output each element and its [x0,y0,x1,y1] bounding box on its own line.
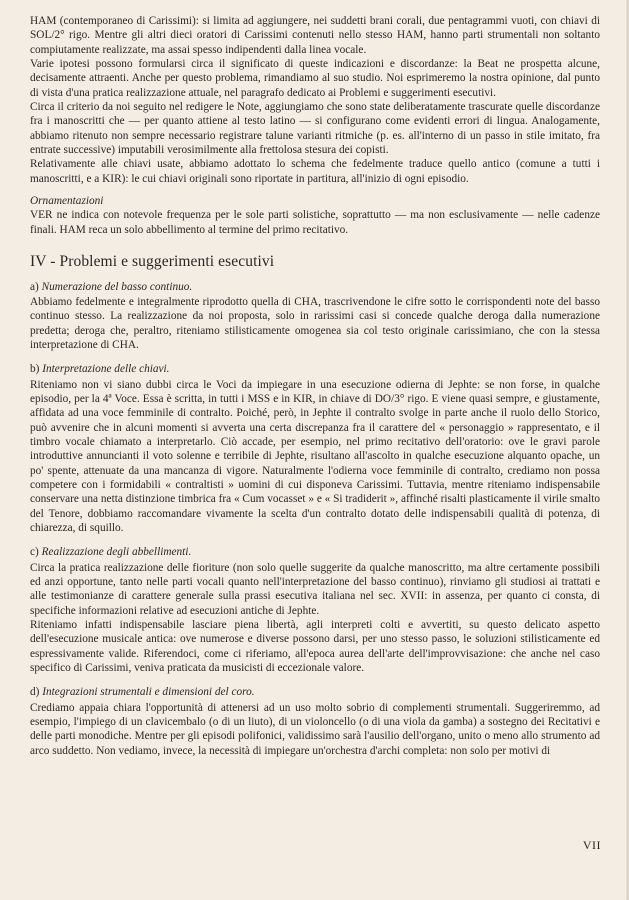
subsection-a-letter: a) [30,280,39,293]
intro-paragraph-1: HAM (contemporaneo di Carissimi): si limita ad aggiungere, nei suddetti brani corali, due pentagrammi vuoti, con chiavi di SOL/2° rigo. Mentre gli altri dieci oratori di Carissimi contenuti nello stesso HAM, hanno parti strumentali non soltanto compiutamente realizzate, ma assai spesso indipendenti dalla linea vocale. [30,15,600,56]
subsection-c-letter: c) [30,546,39,559]
subsection-d-paragraph-1: Crediamo appaia chiara l'opportunità di attenersi ad un uso molto sobrio di complementi strumentali. Suggeriremmo, ad esempio, l'impiego di un clavicembalo (o di un liuto), di un violoncello (o di una viola da gamba) a sostegno dei Recitativi e delle parti monodiche. Mentre per gli episodi polifonici, validissimo sarà l'ausilio dell'organo, unito o meno allo strumento ad arco suddetto. Non vediamo, invece, la necessità di impiegare un'orchestra d'archi completa: non solo per motivi di [30,701,600,757]
subsection-a-title: Numerazione del basso continuo. [41,280,193,293]
ornamentazioni-heading: Ornamentazioni [30,195,104,208]
section-title: IV - Problemi e suggerimenti esecutivi [30,253,275,271]
ornamentazioni-text: VER ne indica con notevole frequenza per le sole parti solistiche, soprattutto — ma non esclusivamente — nelle cadenze finali. HAM reca un solo abbellimento al termine del primo recitativo. [30,209,600,236]
subsection-d-heading [30,685,600,699]
subsection-a-paragraph-1: Abbiamo fedelmente e integralmente riprodotto quella di CHA, trascrivendone le cifre sotto le corrispondenti note del basso continuo stesso. La realizzazione da noi proposta, solo in rarissimi casi si concede qualche deroga dalla numerazione predetta; deroga che, peraltro, riteniamo stilisticamente omogenea sia col testo originale carissimiano, che con la stessa interpretazione di CHA. [30,295,600,351]
page-body [30,14,600,758]
subsection-c-heading [30,545,600,559]
intro-paragraph-4: Relativamente alle chiavi usate, abbiamo adottato lo schema che fedelmente traduce quello antico (comune a tutti i manoscritti, e a KIR): le cui chiavi originali sono riportate in partitura, all'inizio di ogni episodio. [30,158,600,185]
subsection-b-heading [30,362,600,376]
subsection-a-heading [30,280,600,294]
subsection-b-title: Interpretazione delle chiavi. [42,363,170,376]
subsection-c-title: Realizzazione degli abbellimenti. [41,546,192,559]
intro-paragraph-2: Varie ipotesi possono formularsi circa il significato di queste indicazioni e discordanze: la Beat ne prospetta alcune, decisamente attraenti. Anche per questo problema, rimandiamo al suo studio. Noi esprimeremo la nostra opinione, dal punto di vista d'una pratica realizzazione attuale, nel paragrafo dedicato ai Problemi e suggerimenti esecutivi. [30,58,600,99]
subsection-b-paragraph-1: Riteniamo non vi siano dubbi circa le Voci da impiegare in una esecuzione odierna di Jephte: se non forse, in qualche episodio, per la 4ª Voce. Essa è scritta, in tutti i MSS e in KIR, in chiave di DO/3° rigo. E viene quasi sempre, e giustamente, affidata ad una voce femminile di contralto. Poiché, però, in Jephte il contralto svolge in parte anche il ruolo dello Storico, può avvenire che in alcuni momenti si avverta una certa discrepanza fra il carattere del « personaggio » rappresentato, e il timbro vocale chiamato a interpretarlo. Ciò accade, per esempio, nel primo recitativo dell'oratorio: ove le gravi parole introduttive annuncianti il voto solenne e terribile di Jephte, risultano all'ascolto in qualche esecuzione alquanto opache, un po' spente, attenuate da una mancanza di vigore. Naturalmente l'odierna voce femminile di contralto, crediamo non possa competere con i formidabili « contraltisti » uomini di cui disponeva Carissimi. Tuttavia, mentre riteniamo indispensabile conservare una netta distinzione timbrica fra « Cum vocasset » e « Si tradiderit », affinché risalti plasticamente il virile smalto del Tenore, dobbiamo raccomandare vivamente la scelta d'un contralto dotato delle indispensabili qualità di potenza, di chiarezza, di squillo. [30,378,600,534]
subsection-c-paragraph-2: Riteniamo infatti indispensabile lasciare piena libertà, agli interpreti colti e avvertiti, su questo delicato aspetto dell'esecuzione musicale antica: ove numerose e diverse possono darsi, per uno stesso passo, le soluzioni stilisticamente ed espressivamente valide. Riferendoci, come ci riferiamo, all'epoca aurea dell'arte dell'improvvisazione: che anche nel caso specifico di Carissimi, veniva praticata da musicisti di eccezionale valore. [30,619,600,675]
intro-paragraph-3: Circa il criterio da noi seguito nel redigere le Note, aggiungiamo che sono state deliberatamente trascurate quelle discordanze fra i manoscritti che — per quanto attiene al testo latino — si configurano come evidenti errori di lingua. Analogamente, abbiamo ritenuto non sempre necessario registrare talune varianti ritmiche (p. es. all'interno di un passo in stile imitato, fra entrate successive) imputabili verosimilmente alla frettolosa stesura dei copisti. [30,101,600,157]
subsection-d-letter: d) [30,686,40,699]
subsection-c-paragraph-1: Circa la pratica realizzazione delle fioriture (non solo quelle suggerite da qualche manoscritto, ma altre certamente possibili ed anzi opportune, tanto nelle parti vocali quanto nell'interpretazione del basso continuo), rinviamo gli studiosi ai trattati e alle testimonianze di carattere generale sulla prassi esecutiva italiana nel sec. XVII: in assenza, per quanto ci consta, di specifiche informazioni relative ad esecuzioni antiche di Jephte. [30,561,600,617]
page-number: VII [582,838,601,852]
subsection-b-letter: b) [30,363,40,376]
subsection-d-title: Integrazioni strumentali e dimensioni del coro. [42,686,255,699]
